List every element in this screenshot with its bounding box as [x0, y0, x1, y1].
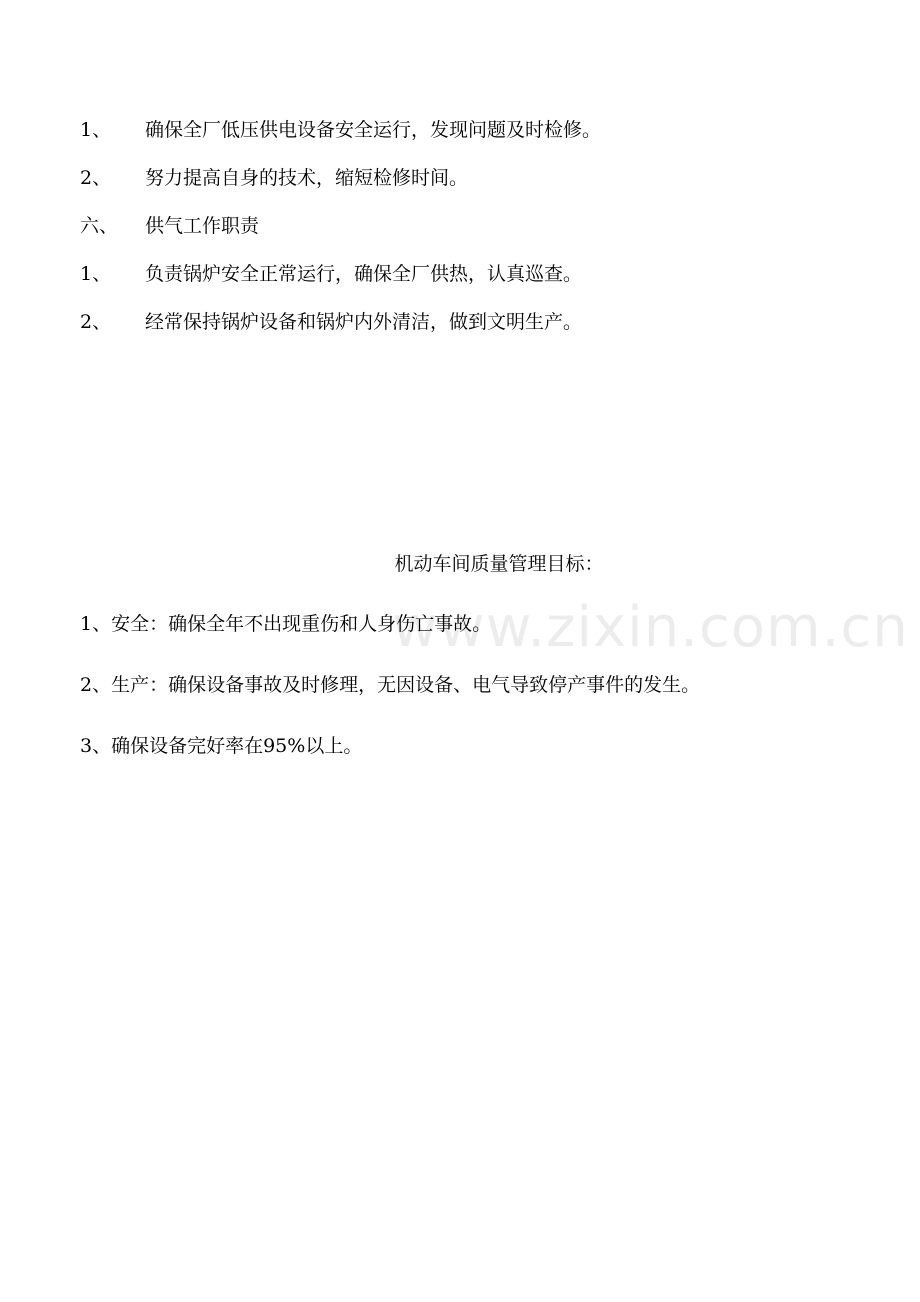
duty-item — [80, 262, 840, 286]
duty-number: 1、 — [80, 263, 112, 285]
duty-text: 经常保持锅炉设备和锅炉内外清洁，做到文明生产。 — [145, 311, 583, 333]
duty-number: 2、 — [80, 311, 112, 333]
goal-item: 2、生产：确保设备事故及时修理，无因设备、电气导致停产事件的发生。 — [80, 674, 701, 696]
goal-item: 1、安全：确保全年不出现重伤和人身伤亡事故。 — [80, 613, 492, 635]
duty-text: 确保全厂低压供电设备安全运行，发现问题及时检修。 — [145, 119, 602, 141]
duty-text: 努力提高自身的技术，缩短检修时间。 — [145, 167, 469, 189]
section-number: 六、 — [80, 215, 119, 237]
section-heading — [80, 214, 840, 238]
goal-item: 3、确保设备完好率在95%以上。 — [80, 735, 363, 757]
duty-text: 负责锅炉安全正常运行，确保全厂供热，认真巡查。 — [145, 263, 583, 285]
goals-heading: 机动车间质量管理目标： — [394, 553, 604, 575]
duty-item — [80, 310, 840, 334]
watermark: www.zixin.com.cn — [392, 595, 909, 660]
duty-number: 2、 — [80, 167, 112, 189]
duty-number: 1、 — [80, 119, 112, 141]
duty-item — [80, 118, 840, 142]
duty-item — [80, 166, 840, 190]
section-title: 供气工作职责 — [145, 215, 260, 237]
